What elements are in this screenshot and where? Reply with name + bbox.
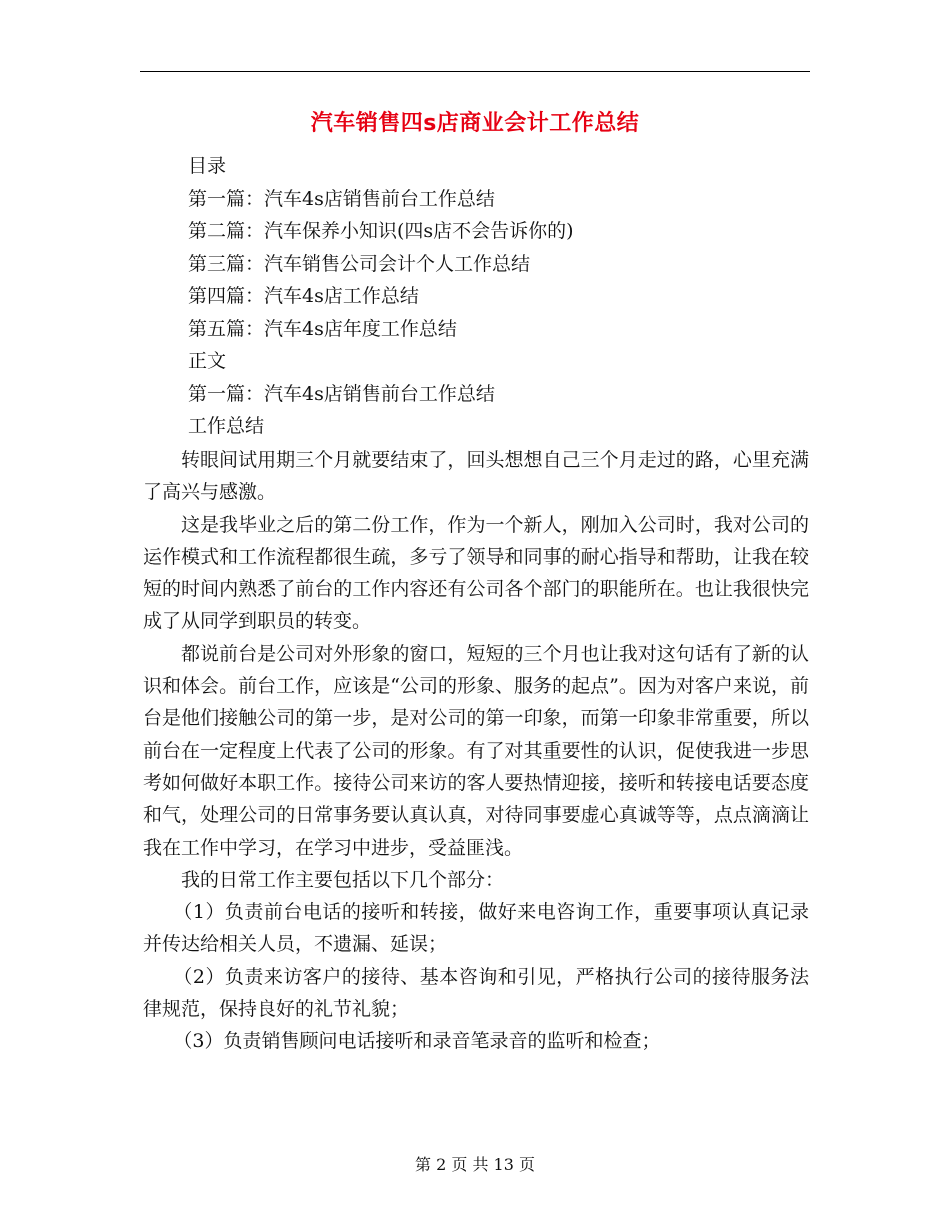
paragraph: 转眼间试用期三个月就要结束了，回头想想自己三个月走过的路，心里充满了高兴与感激。 (143, 449, 809, 504)
list-item: （2）负责来访客户的接待、基本咨询和引见，严格执行公司的接待服务法律规范，保持良好的礼节礼貌； (143, 965, 809, 1021)
toc-item: 第五篇：汽车4s店年度工作总结 (188, 317, 457, 340)
document-body (143, 444, 809, 1058)
chapter-title: 第一篇：汽车4s店销售前台工作总结 (188, 382, 495, 405)
paragraph: 都说前台是公司对外形象的窗口，短短的三个月也让我对这句话有了新的认识和体会。前台工作，应该是“公司的形象、服务的起点”。因为对客户来说，前台是他们接触公司的第一步，是对公司的第一印象，而第一印象非常重要，所以前台在一定程度上代表了公司的形象。有了对其重要性的认识，促使我进一步思考如何做好本职工作。接待公司来访的客人要热情迎接，接听和转接电话要态度和气，处理公司的日常事务要认真认真，对待同事要虚心真诚等等，点点滴滴让我在工作中学习，在学习中进步，受益匪浅。 (143, 642, 809, 859)
paragraph: 这是我毕业之后的第二份工作，作为一个新人，刚加入公司时，我对公司的运作模式和工作流程都很生疏，多亏了领导和同事的耐心指导和帮助，让我在较短的时间内熟悉了前台的工作内容还有公司各个部门的职能所在。也让我很快完成了从同学到职员的转变。 (143, 513, 809, 633)
table-of-contents (188, 150, 574, 443)
header-rule (140, 71, 810, 72)
toc-item: 第二篇：汽车保养小知识(四s店不会告诉你的) (188, 220, 574, 242)
paragraph: 我的日常工作主要包括以下几个部分： (181, 868, 505, 891)
list-item: （3）负责销售顾问电话接听和录音笔录音的监听和检查； (173, 1030, 661, 1053)
list-item: （1）负责前台电话的接听和转接，做好来电咨询工作，重要事项认真记录并传达给相关人员，不遗漏、延误； (143, 901, 809, 956)
body-heading: 正文 (188, 350, 227, 372)
document-title: 汽车销售四s店商业会计工作总结 (310, 111, 640, 136)
toc-heading: 目录 (188, 155, 227, 177)
toc-item: 第一篇：汽车4s店销售前台工作总结 (188, 187, 495, 210)
toc-item: 第三篇：汽车销售公司会计个人工作总结 (188, 252, 531, 275)
page-footer: 第 2 页 共 13 页 (415, 1155, 535, 1174)
toc-item: 第四篇：汽车4s店工作总结 (188, 285, 419, 307)
section-title: 工作总结 (188, 415, 265, 437)
